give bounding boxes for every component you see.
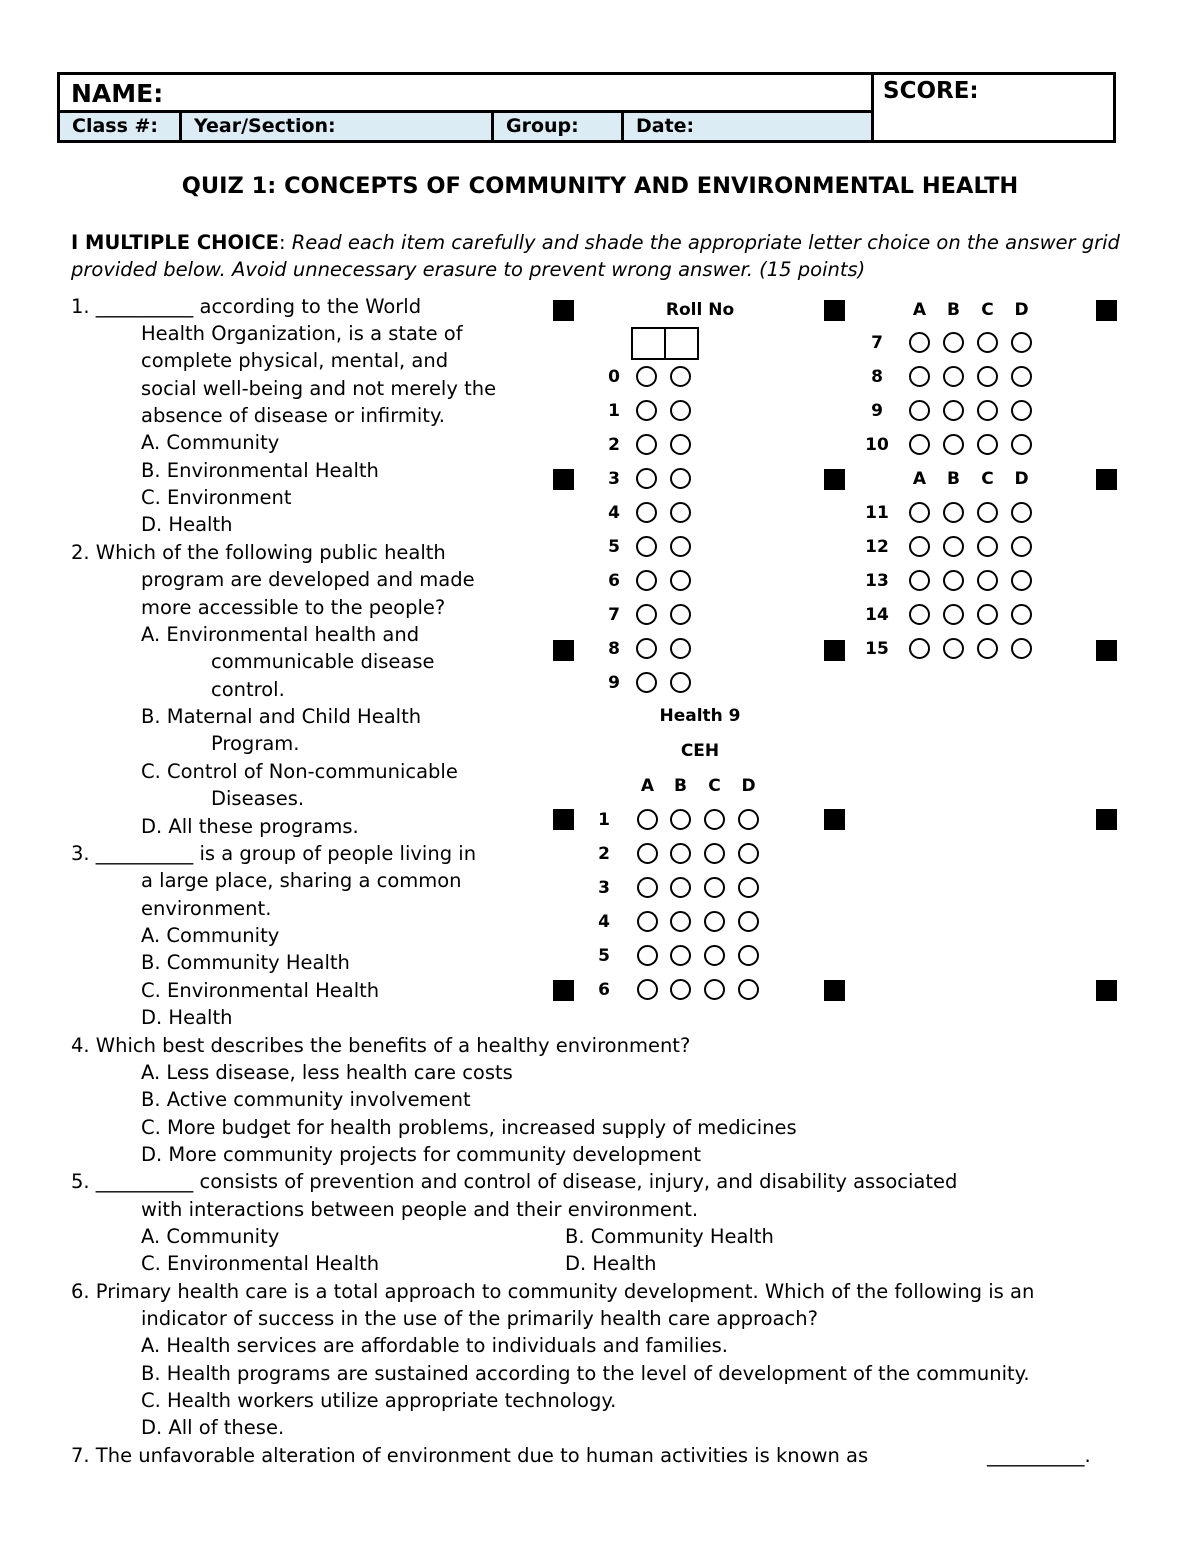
answer-bubble[interactable] [637,979,658,1000]
timing-mark [553,469,574,490]
answer-bubble[interactable] [943,332,964,353]
roll-bubble[interactable] [636,434,657,455]
answer-bubble[interactable] [977,604,998,625]
question-7-blank: __________. [987,1444,1091,1467]
question-6-line: 6. Primary health care is a total approach to community development. Which of the following is an [71,1280,1035,1303]
date-field[interactable]: Date: [624,113,874,140]
question-1-choice: C. Environment [141,486,292,509]
question-5-choice: D. Health [565,1252,657,1275]
answer-bubble[interactable] [704,945,725,966]
question-3-line: environment. [141,897,272,920]
roll-bubble[interactable] [636,400,657,421]
answer-bubble[interactable] [1011,434,1032,455]
answer-bubble[interactable] [738,843,759,864]
answer-bubble[interactable] [670,945,691,966]
question-3-line: a large place, sharing a common [141,869,462,892]
roll-digit-label: 6 [608,571,620,591]
answer-bubble[interactable] [977,400,998,421]
roll-digit-label: 8 [608,639,620,659]
question-4-choice: D. More community projects for community development [141,1143,701,1166]
item-number: 11 [865,503,889,523]
group-field[interactable]: Group: [494,113,624,140]
answer-bubble[interactable] [977,434,998,455]
answer-bubble[interactable] [738,911,759,932]
answer-bubble[interactable] [1011,536,1032,557]
question-4-choice: A. Less disease, less health care costs [141,1061,513,1084]
question-1-choice: A. Community [141,431,280,454]
item-number: 7 [871,333,883,353]
question-2-choice: C. Control of Non-communicable [141,760,458,783]
roll-bubble[interactable] [670,638,691,659]
roll-bubble[interactable] [636,604,657,625]
answer-bubble[interactable] [670,809,691,830]
question-3-choice: D. Health [141,1006,233,1029]
item-number: 8 [871,367,883,387]
question-4-choice: B. Active community involvement [141,1088,471,1111]
answer-bubble[interactable] [738,979,759,1000]
roll-digit-label: 9 [608,673,620,693]
roll-bubble[interactable] [636,502,657,523]
answer-bubble[interactable] [909,434,930,455]
question-3-choice: C. Environmental Health [141,979,380,1002]
question-6-choice: A. Health services are affordable to individuals and families. [141,1334,728,1357]
answer-bubble[interactable] [704,979,725,1000]
answer-bubble[interactable] [943,400,964,421]
question-2-choice: control. [211,678,285,701]
answer-bubble[interactable] [738,877,759,898]
roll-digit-label: 5 [608,537,620,557]
answer-bubble[interactable] [1011,604,1032,625]
timing-mark [1096,980,1117,1001]
question-2-choice: Program. [211,732,300,755]
answer-bubble[interactable] [909,502,930,523]
roll-digit-label: 3 [608,469,620,489]
item-number: 5 [598,946,610,966]
question-5-choice: A. Community [141,1225,280,1248]
roll-digit-label: 2 [608,435,620,455]
item-number: 6 [598,980,610,1000]
choice-letter-header: B [947,300,960,320]
question-1-line: social well-being and not merely the [141,377,497,400]
roll-digit-label: 1 [608,401,620,421]
timing-mark [1096,300,1117,321]
answer-bubble[interactable] [670,979,691,1000]
timing-mark [824,640,845,661]
answer-bubble[interactable] [943,638,964,659]
question-2-line: program are developed and made [141,568,475,591]
answer-bubble[interactable] [704,911,725,932]
timing-mark [824,300,845,321]
question-7-line: 7. The unfavorable alteration of environment due to human activities is known as [71,1444,869,1467]
answer-bubble[interactable] [977,536,998,557]
item-number: 9 [871,401,883,421]
timing-mark [553,300,574,321]
answer-bubble[interactable] [909,536,930,557]
item-number: 3 [598,878,610,898]
timing-mark [553,640,574,661]
question-6-line: indicator of success in the use of the primarily health care approach? [141,1307,818,1330]
code-label: CEH [680,741,720,761]
choice-letter-header: A [912,300,927,320]
roll-no-box[interactable] [631,327,666,360]
choice-letter-header: C [981,300,994,320]
choice-letter-header: A [640,776,655,796]
question-4-choice: C. More budget for health problems, increased supply of medicines [141,1116,797,1139]
choice-letter-header: D [1014,300,1029,320]
question-1-choice: D. Health [141,513,233,536]
answer-bubble[interactable] [1011,400,1032,421]
timing-mark [824,980,845,1001]
answer-bubble[interactable] [1011,570,1032,591]
answer-bubble[interactable] [909,332,930,353]
item-number: 15 [865,639,889,659]
choice-letter-header: C [708,776,721,796]
question-2-choice: Diseases. [211,787,305,810]
roll-bubble[interactable] [636,570,657,591]
roll-digit-label: 0 [608,367,620,387]
question-5-choice: B. Community Health [565,1225,774,1248]
question-2-choice: B. Maternal and Child Health [141,705,422,728]
choice-letter-header: B [947,469,960,489]
question-6-choice: C. Health workers utilize appropriate technology. [141,1389,617,1412]
class-field[interactable]: Class #: [60,113,182,140]
roll-no-label: Roll No [665,300,735,320]
question-1-line: Health Organization, is a state of [141,322,463,345]
roll-bubble[interactable] [670,604,691,625]
instructions-text: Read each item carefully and shade the appropriate letter choice on the answer grid provided below. Avoid unnecessary erasure to prevent wrong answer. [71,231,1120,281]
question-5-line: 5. __________ consists of prevention and control of disease, injury, and disability associated [71,1170,958,1193]
answer-bubble[interactable] [670,877,691,898]
question-2-choice: communicable disease [211,650,435,673]
choice-letter-header: D [1014,469,1029,489]
answer-bubble[interactable] [909,638,930,659]
item-number: 2 [598,844,610,864]
answer-bubble[interactable] [943,434,964,455]
answer-bubble[interactable] [909,400,930,421]
answer-bubble[interactable] [1011,638,1032,659]
item-number: 12 [865,537,889,557]
question-1-line: 1. __________ according to the World [71,295,422,318]
question-5-line: with interactions between people and their environment. [141,1198,699,1221]
score-field[interactable]: SCORE: [883,78,979,104]
timing-mark [553,809,574,830]
choice-letter-header: D [741,776,756,796]
answer-bubble[interactable] [909,366,930,387]
timing-mark [553,980,574,1001]
header-table [57,72,1116,143]
question-2-choice: A. Environmental health and [141,623,420,646]
answer-bubble[interactable] [1011,502,1032,523]
answer-bubble[interactable] [637,809,658,830]
answer-bubble[interactable] [977,366,998,387]
subject-label: Health 9 [659,706,741,726]
question-3-choice: A. Community [141,924,280,947]
item-number: 13 [865,571,889,591]
roll-bubble[interactable] [670,366,691,387]
roll-bubble[interactable] [670,570,691,591]
roll-bubble[interactable] [636,536,657,557]
answer-bubble[interactable] [977,570,998,591]
answer-bubble[interactable] [943,366,964,387]
choice-letter-header: C [981,469,994,489]
answer-bubble[interactable] [977,502,998,523]
answer-bubble[interactable] [1011,332,1032,353]
question-3-choice: B. Community Health [141,951,350,974]
question-5-choice: C. Environmental Health [141,1252,380,1275]
item-number: 10 [865,435,889,455]
roll-bubble[interactable] [670,672,691,693]
timing-mark [1096,809,1117,830]
choice-letter-header: B [674,776,687,796]
answer-bubble[interactable] [977,332,998,353]
roll-bubble[interactable] [636,366,657,387]
quiz-title: QUIZ 1: CONCEPTS OF COMMUNITY AND ENVIRONMENTAL HEALTH [181,173,1019,199]
answer-bubble[interactable] [670,911,691,932]
item-number: 1 [598,810,610,830]
answer-bubble[interactable] [909,604,930,625]
roll-bubble[interactable] [670,536,691,557]
timing-mark [1096,640,1117,661]
roll-bubble[interactable] [636,638,657,659]
question-1-line: complete physical, mental, and [141,349,449,372]
name-field[interactable]: NAME: [60,75,874,113]
question-2-line: 2. Which of the following public health [71,541,446,564]
answer-bubble[interactable] [943,570,964,591]
answer-bubble[interactable] [670,843,691,864]
roll-bubble[interactable] [670,434,691,455]
timing-mark [1096,469,1117,490]
roll-bubble[interactable] [636,672,657,693]
item-number: 4 [598,912,610,932]
answer-bubble[interactable] [637,945,658,966]
roll-bubble[interactable] [636,468,657,489]
answer-bubble[interactable] [909,570,930,591]
answer-bubble[interactable] [738,809,759,830]
timing-mark [824,469,845,490]
question-2-line: more accessible to the people? [141,596,446,619]
roll-no-box[interactable] [664,327,699,360]
answer-bubble[interactable] [943,502,964,523]
timing-mark [824,809,845,830]
answer-bubble[interactable] [637,843,658,864]
question-3-line: 3. __________ is a group of people living in [71,842,477,865]
question-6-choice: D. All of these. [141,1416,285,1439]
question-1-line: absence of disease or infirmity. [141,404,445,427]
roll-bubble[interactable] [670,502,691,523]
item-number: 14 [865,605,889,625]
answer-bubble[interactable] [704,843,725,864]
answer-bubble[interactable] [943,536,964,557]
year-section-field[interactable]: Year/Section: [182,113,494,140]
answer-bubble[interactable] [704,877,725,898]
roll-bubble[interactable] [670,400,691,421]
question-1-choice: B. Environmental Health [141,459,379,482]
instructions-points: (15 points) [759,258,866,281]
roll-digit-label: 4 [608,503,620,523]
question-2-choice: D. All these programs. [141,815,359,838]
answer-bubble[interactable] [704,809,725,830]
answer-bubble[interactable] [738,945,759,966]
roll-digit-label: 7 [608,605,620,625]
question-4-line: 4. Which best describes the benefits of a healthy environment? [71,1034,691,1057]
roll-bubble[interactable] [670,468,691,489]
answer-bubble[interactable] [637,877,658,898]
question-6-choice: B. Health programs are sustained according to the level of development of the community. [141,1362,1030,1385]
instructions: I MULTIPLE CHOICE: Read each item carefully and shade the appropriate letter choice on the answer grid provided below. Avoid unnecessary erasure to prevent wrong answer. (15 points) [71,231,1120,281]
choice-letter-header: A [912,469,927,489]
answer-bubble[interactable] [637,911,658,932]
instructions-heading: I MULTIPLE CHOICE [71,231,279,254]
answer-bubble[interactable] [943,604,964,625]
answer-bubble[interactable] [1011,366,1032,387]
answer-bubble[interactable] [977,638,998,659]
